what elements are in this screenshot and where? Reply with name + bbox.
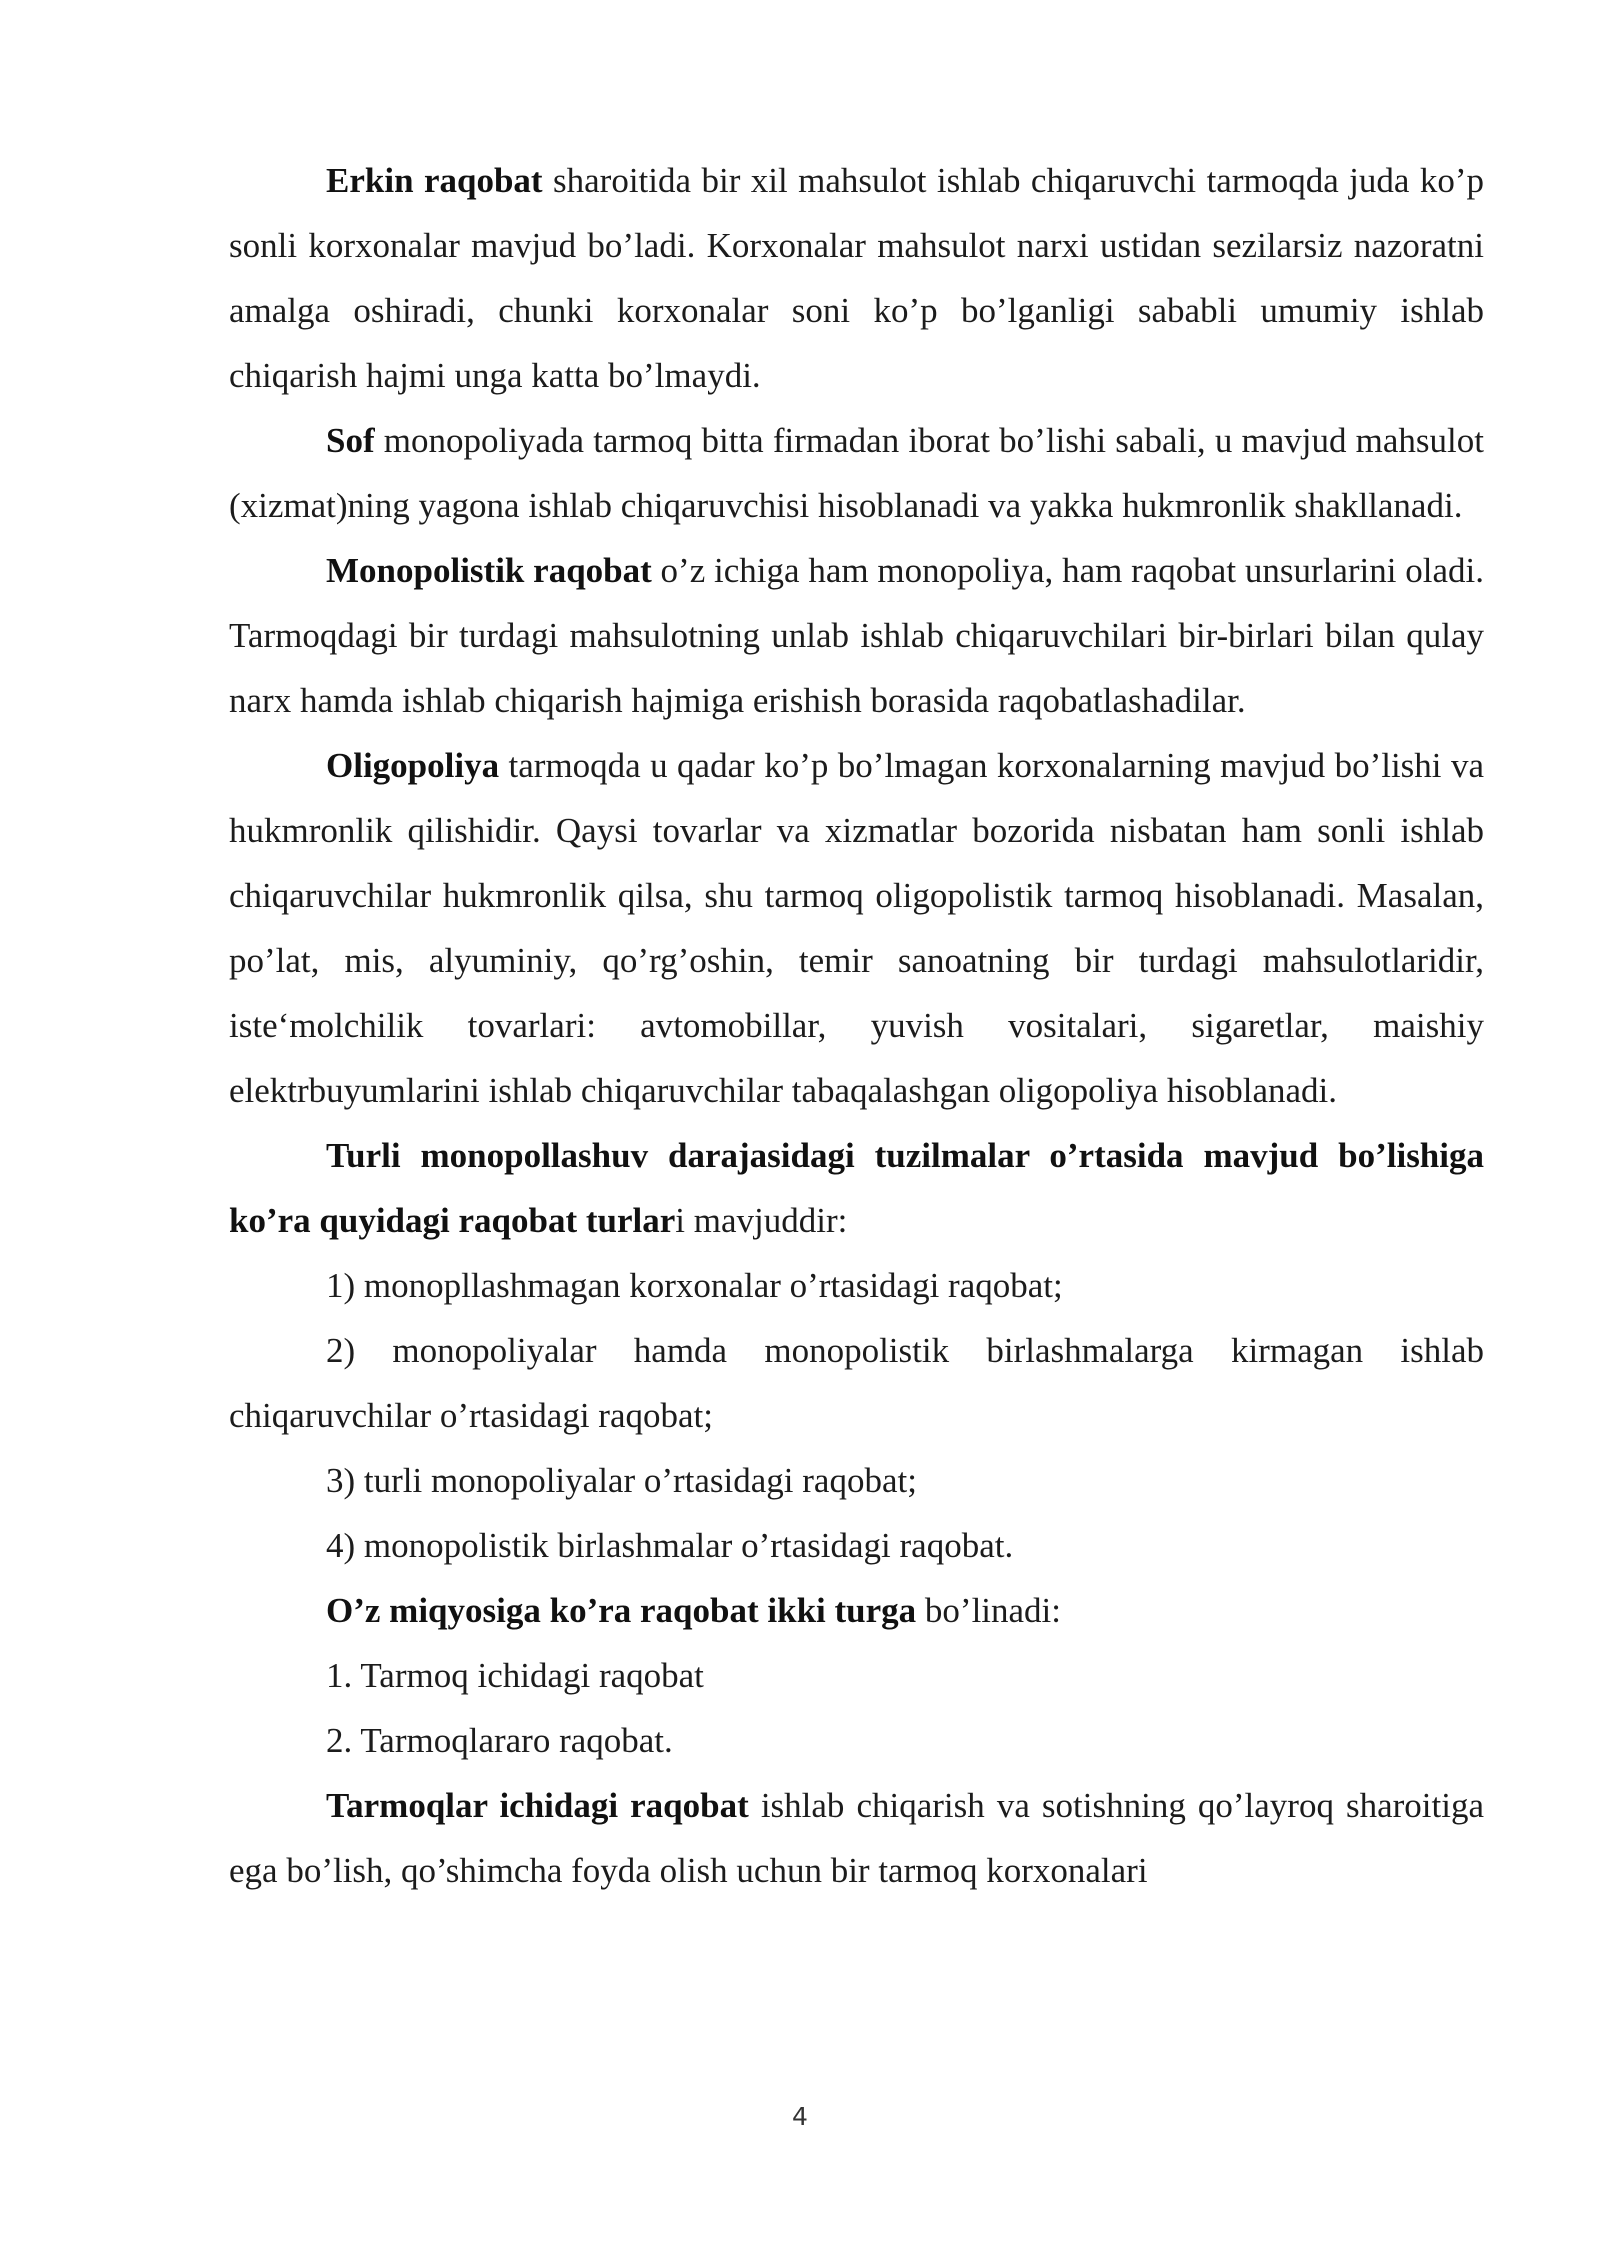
paragraph-raqobat-turlari (229, 1123, 1484, 1253)
list-item-1 (229, 1253, 1484, 1318)
paragraph-bold-term: Oligopoliya (326, 746, 500, 785)
paragraph-text: sharoitida bir xil mahsulot ishlab chiqaruvchi tarmoqda juda ko’p sonli korxonalar mavjud bo’ladi. Korxonalar mahsulot narxi ustidan sezilarsiz nazoratni amalga oshiradi, chunki korxonalar soni ko’p bo’lganligi sababli umumiy ishlab chiqarish hajmi unga katta bo’lmaydi. (229, 161, 1485, 395)
paragraph-bold-term: Turli monopollashuv darajasidagi tuzilmalar o’rtasida mavjud bo’lishiga ko’ra quyidagi raqobat turlar (229, 1136, 1484, 1240)
list-item-text: 4) monopolistik birlashmalar o’rtasidagi raqobat. (326, 1526, 1014, 1565)
list-item-text: 1. Tarmoq ichidagi raqobat (326, 1656, 704, 1695)
numbered-item-2 (229, 1708, 1484, 1773)
paragraph-text: tarmoqda u qadar ko’p bo’lmagan korxonalarning mavjud bo’lishi va hukmronlik qilishidir. Qaysi tovarlar va xizmatlar bozorida nisbatan ham sonli ishlab chiqaruvchilar hukmronlik qilsa, shu tarmoq oligopolistik tarmoq hisoblanadi. Masalan, po’lat, mis, alyuminiy, qo’rg’oshin, temir sanoatning bir turdagi mahsulotlaridir, iste‘molchilik tovarlari: avtomobillar, yuvish vositalari, sigaretlar, maishiy elektrbuyumlarini ishlab chiqaruvchilar tabaqalashgan oligopoliya hisoblanadi. (229, 746, 1484, 1110)
paragraph-text: i mavjuddir: (675, 1201, 848, 1240)
paragraph-tarmoqlar-ichidagi (229, 1773, 1484, 1903)
list-item-text: 2. Tarmoqlararo raqobat. (326, 1721, 673, 1760)
paragraph-text: ishlab chiqarish va sotishning qo’layroq sharoitiga ega bo’lish, qo’shimcha foyda olish uchun bir tarmoq korxonalari (229, 1786, 1485, 1890)
paragraph-bold-term: Erkin raqobat (326, 161, 543, 200)
paragraph-text: o’z ichiga ham monopoliya, ham raqobat unsurlarini oladi. Tarmoqdagi bir turdagi mahsulotning unlab ishlab chiqaruvchilari bir-birlari bilan qulay narx hamda ishlab chiqarish hajmiga erishish borasida raqobatlashadilar. (229, 551, 1484, 720)
list-item-text: 3) turli monopoliyalar o’rtasidagi raqobat; (326, 1461, 917, 1500)
paragraph-bold-term: O’z miqyosiga ko’ra raqobat ikki turga (326, 1591, 917, 1630)
body-text (229, 148, 1484, 1903)
paragraph-bold-term: Monopolistik raqobat (326, 551, 652, 590)
paragraph-text: bo’linadi: (916, 1591, 1062, 1630)
list-item-4 (229, 1513, 1484, 1578)
paragraph-sof-monopoliya (229, 408, 1484, 538)
paragraph-text: monopoliyada tarmoq bitta firmadan iborat bo’lishi sabali, u mavjud mahsulot (xizmat)ning yagona ishlab chiqaruvchisi hisoblanadi va yakka hukmronlik shakllanadi. (229, 421, 1484, 525)
page-number: 4 (792, 2102, 808, 2131)
list-item-text: 2) monopoliyalar hamda monopolistik birlashmalarga kirmagan ishlab chiqaruvchilar o’rtasidagi raqobat; (229, 1331, 1484, 1435)
paragraph-erkin-raqobat (229, 148, 1484, 408)
paragraph-oligopoliya (229, 733, 1484, 1123)
paragraph-monopolistik-raqobat (229, 538, 1484, 733)
numbered-item-1 (229, 1643, 1484, 1708)
paragraph-bold-term: Sof (326, 421, 375, 460)
paragraph-miqyos (229, 1578, 1484, 1643)
list-item-text: 1) monopllashmagan korxonalar o’rtasidagi raqobat; (326, 1266, 1063, 1305)
paragraph-bold-term: Tarmoqlar ichidagi raqobat (326, 1786, 749, 1825)
list-item-3 (229, 1448, 1484, 1513)
list-item-2 (229, 1318, 1484, 1448)
